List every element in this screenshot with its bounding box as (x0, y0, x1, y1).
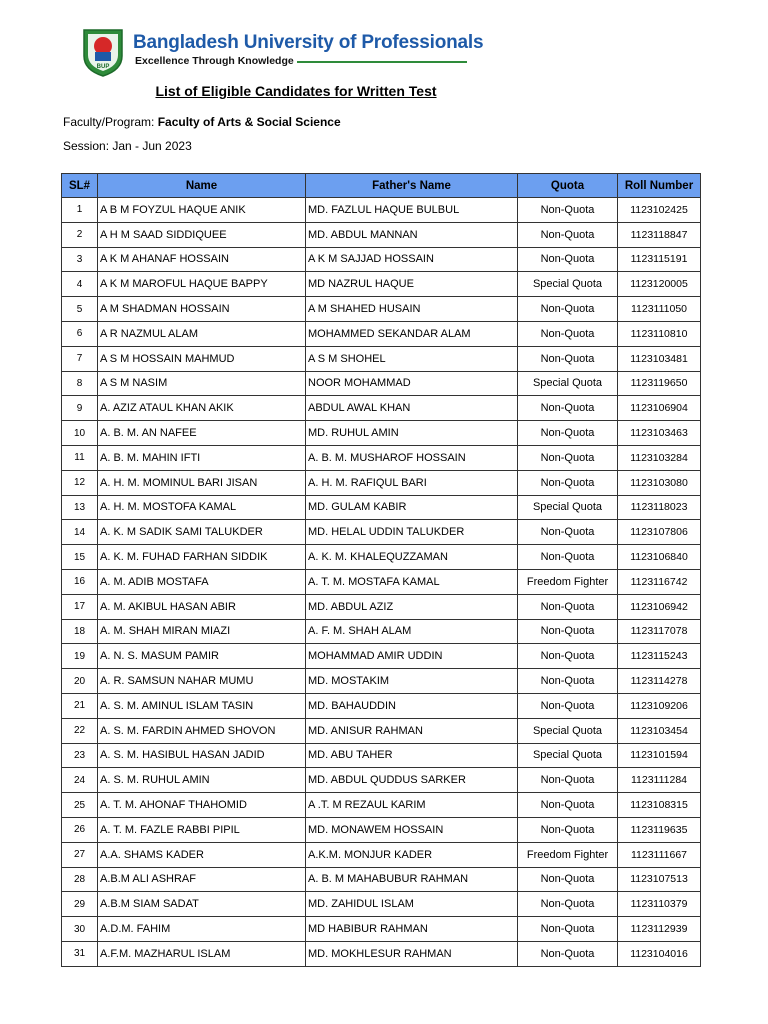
cell-fathers-name: MD. MOKHLESUR RAHMAN (306, 941, 518, 966)
university-name: Bangladesh University of Professionals (133, 32, 484, 53)
cell-quota: Non-Quota (518, 768, 618, 793)
cell-roll-number: 1123103080 (618, 470, 701, 495)
document-title: List of Eligible Candidates for Written Test (155, 83, 437, 99)
cell-quota: Non-Quota (518, 669, 618, 694)
cell-name: A. R. SAMSUN NAHAR MUMU (98, 669, 306, 694)
cell-name: A. S. M. HASIBUL HASAN JADID (98, 743, 306, 768)
cell-roll-number: 1123110810 (618, 321, 701, 346)
cell-sl: 9 (62, 396, 98, 421)
cell-roll-number: 1123114278 (618, 669, 701, 694)
cell-sl: 11 (62, 445, 98, 470)
cell-fathers-name: A .T. M REZAUL KARIM (306, 793, 518, 818)
cell-fathers-name: MD. RUHUL AMIN (306, 421, 518, 446)
table-row (62, 272, 701, 297)
cell-fathers-name: MOHAMMAD AMIR UDDIN (306, 644, 518, 669)
table-header-row (62, 174, 701, 198)
table-row (62, 396, 701, 421)
cell-name: A B M FOYZUL HAQUE ANIK (98, 198, 306, 223)
cell-sl: 30 (62, 917, 98, 942)
cell-sl: 31 (62, 941, 98, 966)
cell-quota: Non-Quota (518, 297, 618, 322)
cell-fathers-name: A K M SAJJAD HOSSAIN (306, 247, 518, 272)
cell-roll-number: 1123115243 (618, 644, 701, 669)
table-row (62, 470, 701, 495)
cell-fathers-name: A. B. M MAHABUBUR RAHMAN (306, 867, 518, 892)
col-header-name: Name (98, 174, 306, 198)
cell-fathers-name: A M SHAHED HUSAIN (306, 297, 518, 322)
cell-name: A. B. M. AN NAFEE (98, 421, 306, 446)
cell-quota: Special Quota (518, 743, 618, 768)
cell-roll-number: 1123107806 (618, 520, 701, 545)
table-row (62, 693, 701, 718)
cell-name: A.D.M. FAHIM (98, 917, 306, 942)
cell-quota: Special Quota (518, 495, 618, 520)
cell-roll-number: 1123106942 (618, 594, 701, 619)
cell-sl: 16 (62, 569, 98, 594)
cell-roll-number: 1123106904 (618, 396, 701, 421)
cell-fathers-name: NOOR MOHAMMAD (306, 371, 518, 396)
cell-sl: 18 (62, 619, 98, 644)
cell-fathers-name: A. K. M. KHALEQUZZAMAN (306, 545, 518, 570)
cell-fathers-name: A. T. M. MOSTAFA KAMAL (306, 569, 518, 594)
cell-quota: Non-Quota (518, 247, 618, 272)
cell-sl: 3 (62, 247, 98, 272)
cell-sl: 22 (62, 718, 98, 743)
cell-quota: Non-Quota (518, 445, 618, 470)
cell-sl: 24 (62, 768, 98, 793)
cell-roll-number: 1123104016 (618, 941, 701, 966)
cell-quota: Non-Quota (518, 222, 618, 247)
table-row (62, 842, 701, 867)
cell-roll-number: 1123118847 (618, 222, 701, 247)
cell-roll-number: 1123109206 (618, 693, 701, 718)
faculty-line (63, 115, 341, 129)
cell-quota: Non-Quota (518, 693, 618, 718)
cell-sl: 10 (62, 421, 98, 446)
cell-roll-number: 1123117078 (618, 619, 701, 644)
cell-fathers-name: MOHAMMED SEKANDAR ALAM (306, 321, 518, 346)
col-header-fathers-name: Father's Name (306, 174, 518, 198)
cell-sl: 20 (62, 669, 98, 694)
cell-fathers-name: MD. MOSTAKIM (306, 669, 518, 694)
cell-roll-number: 1123103454 (618, 718, 701, 743)
cell-name: A. M. AKIBUL HASAN ABIR (98, 594, 306, 619)
cell-roll-number: 1123107513 (618, 867, 701, 892)
cell-name: A K M AHANAF HOSSAIN (98, 247, 306, 272)
candidates-table (61, 173, 701, 967)
cell-sl: 6 (62, 321, 98, 346)
cell-name: A H M SAAD SIDDIQUEE (98, 222, 306, 247)
session-line: Session: Jan - Jun 2023 (63, 139, 192, 153)
cell-sl: 4 (62, 272, 98, 297)
cell-name: A. B. M. MAHIN IFTI (98, 445, 306, 470)
cell-fathers-name: MD. BAHAUDDIN (306, 693, 518, 718)
cell-fathers-name: A.K.M. MONJUR KADER (306, 842, 518, 867)
cell-fathers-name: MD. HELAL UDDIN TALUKDER (306, 520, 518, 545)
cell-name: A. S. M. AMINUL ISLAM TASIN (98, 693, 306, 718)
cell-name: A. T. M. AHONAF THAHOMID (98, 793, 306, 818)
cell-fathers-name: MD. ABDUL MANNAN (306, 222, 518, 247)
table-row (62, 669, 701, 694)
cell-quota: Non-Quota (518, 867, 618, 892)
cell-quota: Non-Quota (518, 321, 618, 346)
table-row (62, 545, 701, 570)
cell-name: A. M. ADIB MOSTAFA (98, 569, 306, 594)
table-row (62, 247, 701, 272)
table-row (62, 941, 701, 966)
cell-quota: Non-Quota (518, 793, 618, 818)
cell-quota: Special Quota (518, 371, 618, 396)
table-row (62, 644, 701, 669)
cell-fathers-name: A. F. M. SHAH ALAM (306, 619, 518, 644)
cell-name: A. S. M. RUHUL AMIN (98, 768, 306, 793)
cell-sl: 15 (62, 545, 98, 570)
cell-sl: 23 (62, 743, 98, 768)
table-row (62, 867, 701, 892)
col-header-sl: SL# (62, 174, 98, 198)
table-row (62, 619, 701, 644)
cell-fathers-name: MD. MONAWEM HOSSAIN (306, 817, 518, 842)
cell-fathers-name: A. H. M. RAFIQUL BARI (306, 470, 518, 495)
cell-fathers-name: MD. FAZLUL HAQUE BULBUL (306, 198, 518, 223)
table-row (62, 768, 701, 793)
cell-sl: 2 (62, 222, 98, 247)
cell-roll-number: 1123110379 (618, 892, 701, 917)
cell-roll-number: 1123103284 (618, 445, 701, 470)
cell-sl: 14 (62, 520, 98, 545)
cell-sl: 29 (62, 892, 98, 917)
table-row (62, 892, 701, 917)
cell-roll-number: 1123106840 (618, 545, 701, 570)
cell-sl: 8 (62, 371, 98, 396)
cell-fathers-name: MD. ANISUR RAHMAN (306, 718, 518, 743)
cell-quota: Non-Quota (518, 817, 618, 842)
cell-roll-number: 1123103463 (618, 421, 701, 446)
cell-roll-number: 1123120005 (618, 272, 701, 297)
cell-name: A K M MAROFUL HAQUE BAPPY (98, 272, 306, 297)
cell-sl: 26 (62, 817, 98, 842)
cell-quota: Non-Quota (518, 644, 618, 669)
table-row (62, 445, 701, 470)
table-row (62, 569, 701, 594)
cell-name: A. N. S. MASUM PAMIR (98, 644, 306, 669)
cell-name: A. K. M SADIK SAMI TALUKDER (98, 520, 306, 545)
cell-fathers-name: A S M SHOHEL (306, 346, 518, 371)
table-row (62, 222, 701, 247)
cell-fathers-name: MD. ABDUL QUDDUS SARKER (306, 768, 518, 793)
cell-sl: 5 (62, 297, 98, 322)
cell-sl: 25 (62, 793, 98, 818)
cell-roll-number: 1123103481 (618, 346, 701, 371)
cell-name: A. M. SHAH MIRAN MIAZI (98, 619, 306, 644)
table-row (62, 718, 701, 743)
col-header-quota: Quota (518, 174, 618, 198)
table-row (62, 917, 701, 942)
table-row (62, 594, 701, 619)
cell-sl: 27 (62, 842, 98, 867)
cell-quota: Non-Quota (518, 594, 618, 619)
cell-fathers-name: MD. ABDUL AZIZ (306, 594, 518, 619)
cell-quota: Non-Quota (518, 619, 618, 644)
cell-name: A.B.M SIAM SADAT (98, 892, 306, 917)
cell-fathers-name: MD. ABU TAHER (306, 743, 518, 768)
cell-sl: 19 (62, 644, 98, 669)
cell-quota: Non-Quota (518, 421, 618, 446)
table-row (62, 520, 701, 545)
cell-name: A.B.M ALI ASHRAF (98, 867, 306, 892)
table-row (62, 421, 701, 446)
col-header-roll-number: Roll Number (618, 174, 701, 198)
cell-roll-number: 1123102425 (618, 198, 701, 223)
table-row (62, 817, 701, 842)
faculty-value: Faculty of Arts & Social Science (157, 115, 341, 129)
cell-quota: Non-Quota (518, 941, 618, 966)
cell-roll-number: 1123111284 (618, 768, 701, 793)
cell-quota: Non-Quota (518, 892, 618, 917)
cell-quota: Special Quota (518, 718, 618, 743)
cell-name: A. AZIZ ATAUL KHAN AKIK (98, 396, 306, 421)
cell-name: A.A. SHAMS KADER (98, 842, 306, 867)
cell-fathers-name: MD. GULAM KABIR (306, 495, 518, 520)
cell-roll-number: 1123108315 (618, 793, 701, 818)
cell-fathers-name: A. B. M. MUSHAROF HOSSAIN (306, 445, 518, 470)
cell-roll-number: 1123101594 (618, 743, 701, 768)
cell-name: A.F.M. MAZHARUL ISLAM (98, 941, 306, 966)
cell-sl: 13 (62, 495, 98, 520)
cell-quota: Non-Quota (518, 470, 618, 495)
cell-fathers-name: MD. ZAHIDUL ISLAM (306, 892, 518, 917)
cell-name: A M SHADMAN HOSSAIN (98, 297, 306, 322)
tagline-rule (297, 61, 467, 63)
cell-name: A. H. M. MOSTOFA KAMAL (98, 495, 306, 520)
table-row (62, 321, 701, 346)
cell-name: A. T. M. FAZLE RABBI PIPIL (98, 817, 306, 842)
cell-sl: 21 (62, 693, 98, 718)
cell-roll-number: 1123111667 (618, 842, 701, 867)
cell-roll-number: 1123116742 (618, 569, 701, 594)
table-row (62, 793, 701, 818)
cell-name: A S M NASIM (98, 371, 306, 396)
table-row (62, 297, 701, 322)
cell-quota: Non-Quota (518, 198, 618, 223)
cell-roll-number: 1123119635 (618, 817, 701, 842)
table-row (62, 371, 701, 396)
cell-sl: 17 (62, 594, 98, 619)
cell-quota: Freedom Fighter (518, 569, 618, 594)
cell-roll-number: 1123119650 (618, 371, 701, 396)
cell-quota: Non-Quota (518, 396, 618, 421)
cell-name: A R NAZMUL ALAM (98, 321, 306, 346)
cell-name: A. K. M. FUHAD FARHAN SIDDIK (98, 545, 306, 570)
tagline: Excellence Through Knowledge (135, 55, 294, 67)
cell-sl: 28 (62, 867, 98, 892)
cell-name: A S M HOSSAIN MAHMUD (98, 346, 306, 371)
cell-sl: 12 (62, 470, 98, 495)
cell-quota: Freedom Fighter (518, 842, 618, 867)
table-row (62, 198, 701, 223)
cell-fathers-name: MD HABIBUR RAHMAN (306, 917, 518, 942)
cell-sl: 1 (62, 198, 98, 223)
cell-quota: Non-Quota (518, 520, 618, 545)
cell-quota: Non-Quota (518, 346, 618, 371)
cell-fathers-name: MD NAZRUL HAQUE (306, 272, 518, 297)
table-row (62, 743, 701, 768)
cell-roll-number: 1123115191 (618, 247, 701, 272)
cell-name: A. H. M. MOMINUL BARI JISAN (98, 470, 306, 495)
header (80, 22, 484, 82)
bup-logo-icon (80, 26, 126, 78)
cell-name: A. S. M. FARDIN AHMED SHOVON (98, 718, 306, 743)
cell-quota: Non-Quota (518, 917, 618, 942)
cell-fathers-name: ABDUL AWAL KHAN (306, 396, 518, 421)
cell-roll-number: 1123118023 (618, 495, 701, 520)
logo-text: BUP (96, 64, 110, 70)
faculty-label: Faculty/Program: (63, 115, 155, 129)
cell-roll-number: 1123112939 (618, 917, 701, 942)
cell-roll-number: 1123111050 (618, 297, 701, 322)
table-row (62, 346, 701, 371)
table-row (62, 495, 701, 520)
cell-quota: Special Quota (518, 272, 618, 297)
cell-sl: 7 (62, 346, 98, 371)
cell-quota: Non-Quota (518, 545, 618, 570)
